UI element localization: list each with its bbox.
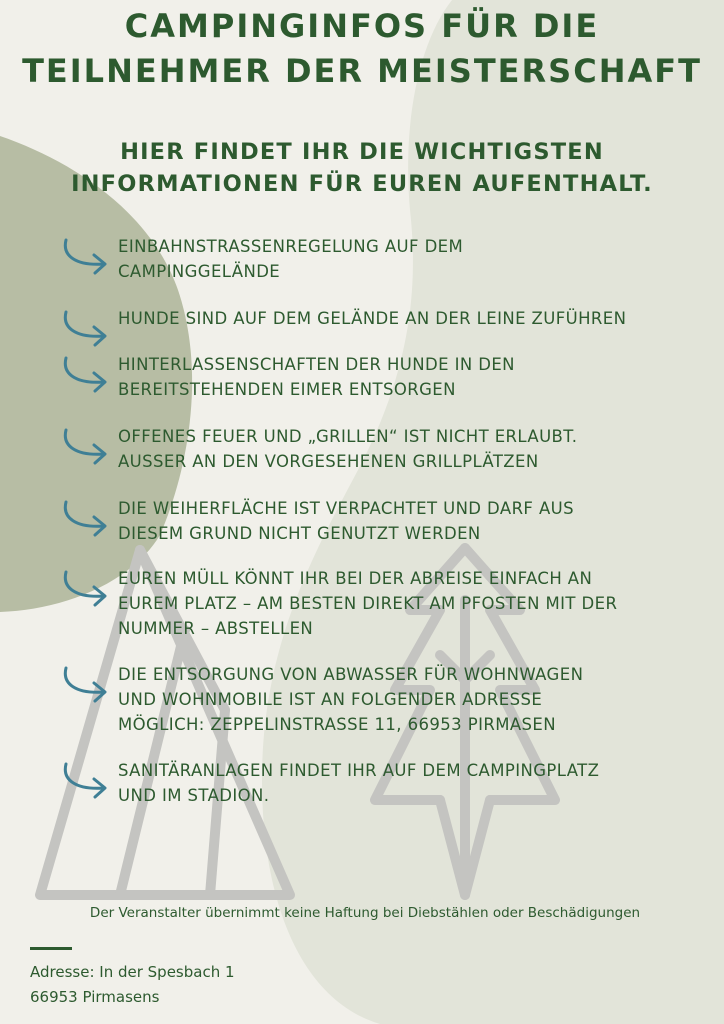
subtitle-line: HIER FINDET IHR DIE WICHTIGSTEN [120,139,604,165]
curved-arrow-right-icon [62,568,108,608]
rule-text-line: UND WOHNMOBILE IST AN FOLGENDER ADRESSE [118,690,543,709]
address-street: Adresse: In der Spesbach 1 [30,963,235,981]
rule-text [118,566,702,641]
curved-arrow-right-icon [62,426,108,466]
rule-text-line: DIE ENTSORGUNG VON ABWASSER FÜR WOHNWAGEN [118,665,584,684]
rule-text [118,662,702,737]
disclaimer: Der Veranstalter übernimmt keine Haftung bei Diebstählen oder Beschädigungen [89,905,641,921]
page-title [20,4,704,94]
rule-text-line: BEREITSTEHENDEN EIMER ENTSORGEN [118,380,456,399]
rule-text-line: EINBAHNSTRASSENREGELUNG AUF DEM [118,237,464,256]
subtitle-line: INFORMATIONEN FÜR EUREN AUFENTHALT. [71,171,653,197]
title-line: CAMPINGINFOS FÜR DIE [124,7,600,45]
rule-text [118,234,702,284]
rule-text [118,424,702,474]
address-city: 66953 Pirmasens [30,988,160,1006]
rule-text-line: CAMPINGGELÄNDE [118,262,281,281]
rule-text [118,758,702,808]
subtitle [20,136,704,200]
rule-text-line: HINTERLASSENSCHAFTEN DER HUNDE IN DEN [118,355,515,374]
address [30,960,235,1010]
rule-text-line: UND IM STADION. [118,786,270,805]
rule-text-line: DIE WEIHERFLÄCHE IST VERPACHTET UND DARF AUS [118,499,575,518]
curved-arrow-right-icon [62,760,108,800]
rule-text-line: AUSSER AN DEN VORGESEHENEN GRILLPLÄTZEN [118,452,539,471]
curved-arrow-right-icon [62,664,108,704]
rule-text-line: OFFENES FEUER UND „GRILLEN“ IST NICHT ERLAUBT. [118,427,578,446]
curved-arrow-right-icon [62,308,108,348]
rule-text-line: SANITÄRANLAGEN FINDET IHR AUF DEM CAMPINGPLATZ [118,761,600,780]
rule-text [118,352,702,402]
rule-text-line: DIESEM GRUND NICHT GENUTZT WERDEN [118,524,481,543]
curved-arrow-right-icon [62,236,108,276]
curved-arrow-right-icon [62,498,108,538]
curved-arrow-right-icon [62,354,108,394]
rule-text-line: EUREN MÜLL KÖNNT IHR BEI DER ABREISE EINFACH AN [118,569,593,588]
rule-text-line: NUMMER – ABSTELLEN [118,619,314,638]
rule-text-line: HUNDE SIND AUF DEM GELÄNDE AN DER LEINE ZUFÜHREN [118,309,627,328]
rule-text [118,306,702,331]
rule-text-line: MÖGLICH: ZEPPELINSTRASSE 11, 66953 PIRMASEN [118,715,556,734]
rule-text [118,496,702,546]
title-line: TEILNEHMER DER MEISTERSCHAFT [22,52,702,90]
rule-text-line: EUREM PLATZ – AM BESTEN DIREKT AM PFOSTEN MIT DER [118,594,618,613]
divider [30,947,72,950]
